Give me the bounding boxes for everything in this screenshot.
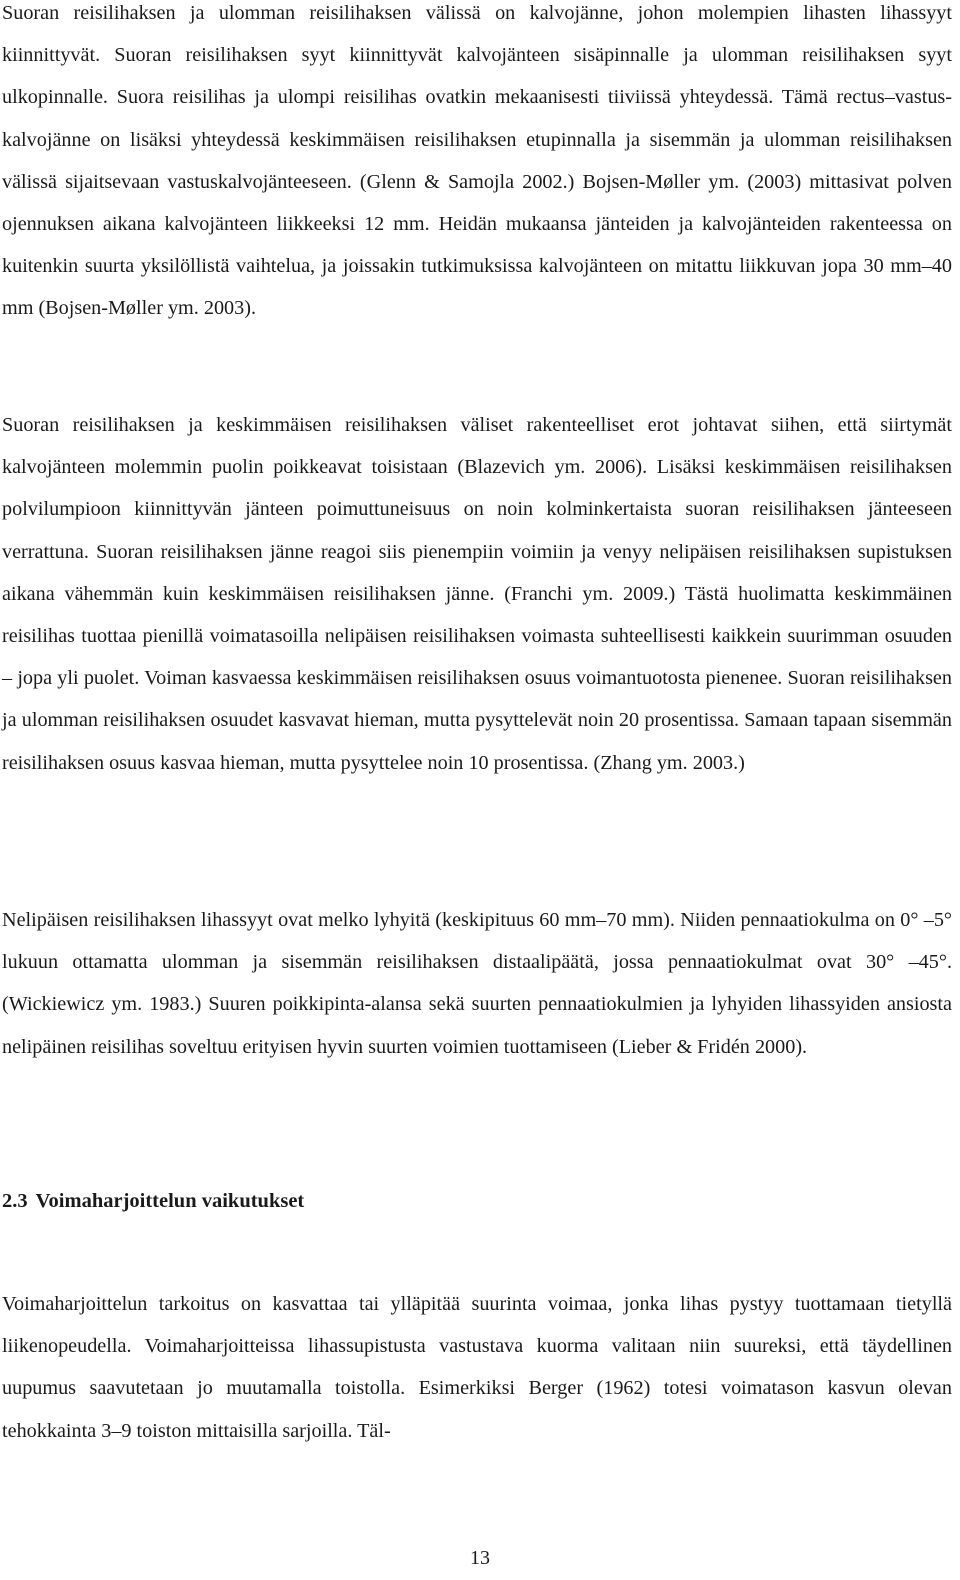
section-title: Voimaharjoittelun vaikutukset (35, 1190, 305, 1212)
paragraph-4: Voimaharjoittelun tarkoitus on kasvattaa tai ylläpitää suurinta voimaa, jonka lihas pystyy tuottamaan tietyllä liikenopeudella. Voimaharjoitteissa lihassupistusta vastustava kuorma valitaan niin suureksi, että täydellinen uupumus saavutetaan jo muutamalla toistolla. Esimerkiksi Berger (1962) totesi voimatason kasvun olevan tehokkainta 3–9 toiston mittaisilla sarjoilla. Täl- (2, 1293, 952, 1442)
paragraph-2: Suoran reisilihaksen ja keskimmäisen reisilihaksen väliset rakenteelliset erot johtavat siihen, että siirtymät kalvojänteen molemmin puolin poikkeavat toisistaan (Blazevich ym. 2006). Lisäksi keskimmäisen reisilihaksen polvilumpioon kiinnittyvän jänteen poimuttuneisuus on noin kolminkertaista suoran reisilihaksen jänteeseen verrattuna. Suoran reisilihaksen jänne reagoi siis pienempiin voimiin ja venyy nelipäisen reisilihaksen supistuksen aikana vähemmän kuin keskimmäisen reisilihaksen jänne. (Franchi ym. 2009.) Tästä huolimatta keskimmäinen reisilihas tuottaa pienillä voimatasoilla nelipäisen reisilihaksen voimasta suhteellisesti kaikkein suurimman osuuden – jopa yli puolet. Voiman kasvaessa keskimmäisen reisilihaksen osuus voimantuotosta pienenee. Suoran reisilihaksen ja ulomman reisilihaksen osuudet kasvavat hieman, mutta pysyttelevät noin 20 prosentissa. Samaan tapaan sisemmän reisilihaksen osuus kasvaa hieman, mutta pysyttelee noin 10 prosentissa. (Zhang ym. 2003.) (2, 414, 952, 774)
section-heading (2, 1186, 304, 1216)
paragraph-3: Nelipäisen reisilihaksen lihassyyt ovat melko lyhyitä (keskipituus 60 mm–70 mm). Niiden pennaatiokulma on 0° –5° lukuun ottamatta ulomman ja sisemmän reisilihaksen distaalipäätä, jossa pennaatiokulmat ovat 30° –45°. (Wickiewicz ym. 1983.) Suuren poikkipinta-alansa sekä suurten pennaatiokulmien ja lyhyiden lihassyiden ansiosta nelipäinen reisilihas soveltuu erityisen hyvin suurten voimien tuottamiseen (Lieber & Fridén 2000). (2, 909, 952, 1058)
paragraph-1: Suoran reisilihaksen ja ulomman reisilihaksen välissä on kalvojänne, johon molempien lihasten lihassyyt kiinnittyvät. Suoran reisilihaksen syyt kiinnittyvät kalvojänteen sisäpinnalle ja ulomman reisilihaksen syyt ulkopinnalle. Suora reisilihas ja ulompi reisilihas ovatkin mekaanisesti tiiviissä yhteydessä. Tämä rectus–vastus-kalvojänne on lisäksi yhteydessä keskimmäisen reisilihaksen etupinnalla ja sisemmän ja ulomman reisilihaksen välissä sijaitsevaan vastuskalvojänteeseen. (Glenn & Samojla 2002.) Bojsen-Møller ym. (2003) mittasivat polven ojennuksen aikana kalvojänteen liikkeeksi 12 mm. Heidän mukaansa jänteiden ja kalvojänteiden rakenteessa on kuitenkin suurta yksilöllistä vaihtelua, ja joissakin tutkimuksissa kalvojänteen on mitattu liikkuvan jopa 30 mm–40 mm (Bojsen-Møller ym. 2003). (2, 2, 952, 320)
page-number: 13 (470, 1547, 490, 1569)
section-number: 2.3 (2, 1190, 28, 1212)
